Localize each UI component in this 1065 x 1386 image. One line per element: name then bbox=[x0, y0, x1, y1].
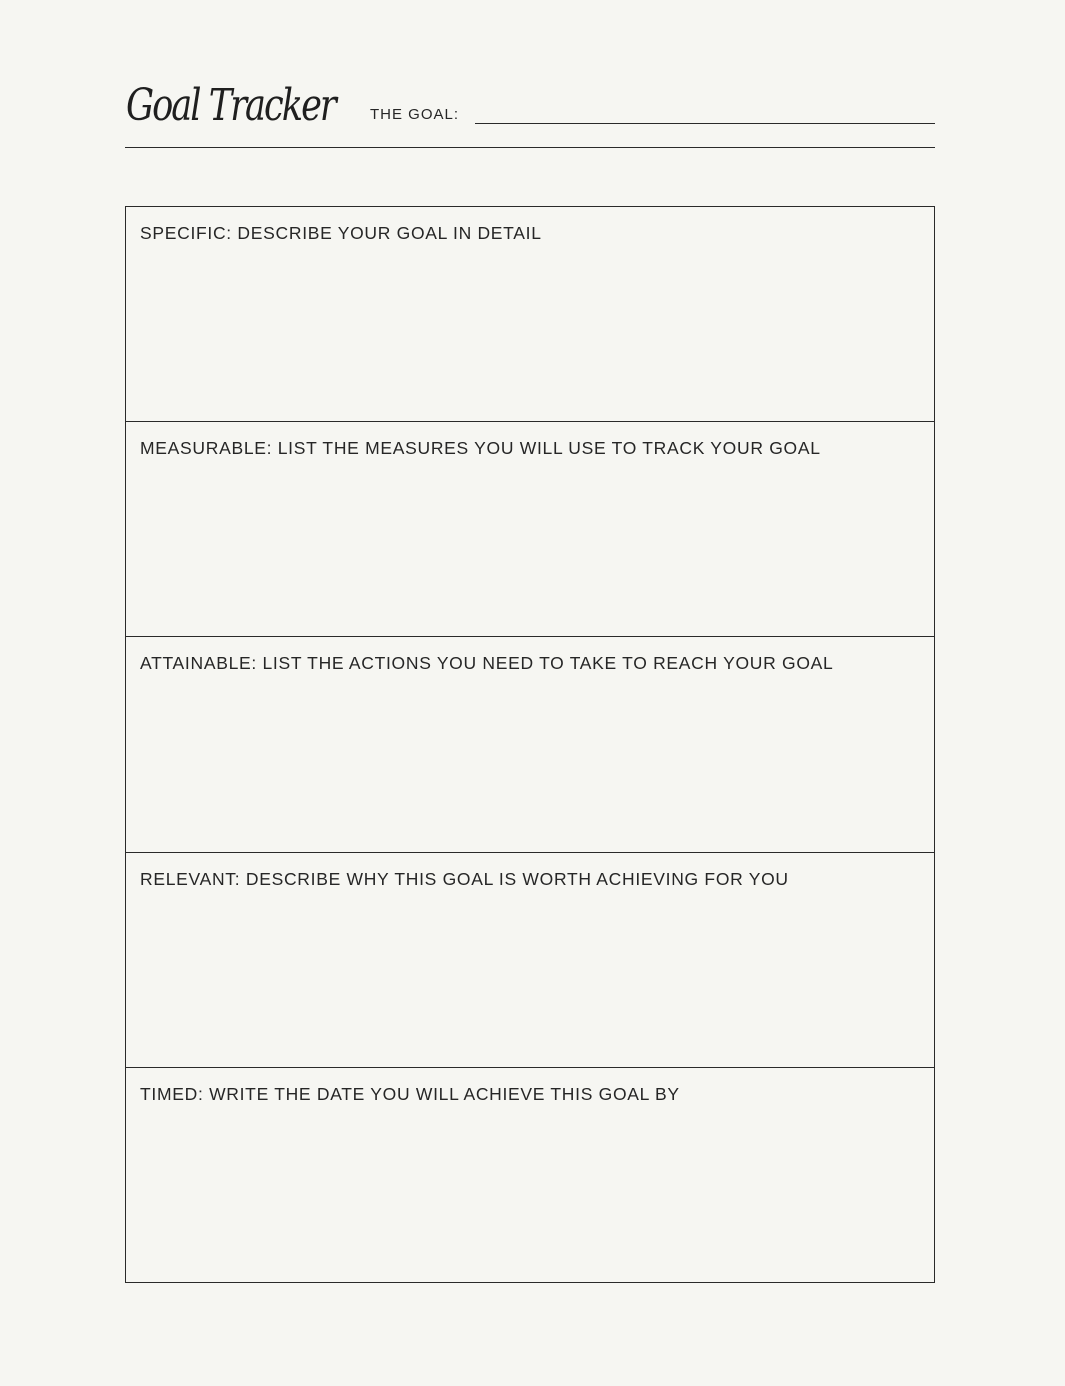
section-specific[interactable] bbox=[126, 207, 934, 421]
section-attainable[interactable] bbox=[126, 636, 934, 851]
section-attainable-label: ATTAINABLE: LIST THE ACTIONS YOU NEED TO TAKE TO REACH YOUR GOAL bbox=[140, 653, 834, 674]
header-divider bbox=[125, 147, 935, 148]
section-timed[interactable] bbox=[126, 1067, 934, 1282]
goal-sections-table bbox=[125, 206, 935, 1283]
goal-input-line[interactable] bbox=[475, 123, 935, 124]
section-relevant-label: RELEVANT: DESCRIBE WHY THIS GOAL IS WORTH ACHIEVING FOR YOU bbox=[140, 868, 789, 889]
section-timed-label: TIMED: WRITE THE DATE YOU WILL ACHIEVE THIS GOAL BY bbox=[140, 1083, 680, 1104]
page-title: Goal Tracker bbox=[126, 80, 335, 131]
section-relevant[interactable] bbox=[126, 852, 934, 1067]
section-measurable[interactable] bbox=[126, 421, 934, 636]
section-measurable-label: MEASURABLE: LIST THE MEASURES YOU WILL USE TO TRACK YOUR GOAL bbox=[140, 438, 821, 459]
section-specific-label: SPECIFIC: DESCRIBE YOUR GOAL IN DETAIL bbox=[140, 223, 542, 243]
goal-label: THE GOAL: bbox=[370, 106, 460, 123]
